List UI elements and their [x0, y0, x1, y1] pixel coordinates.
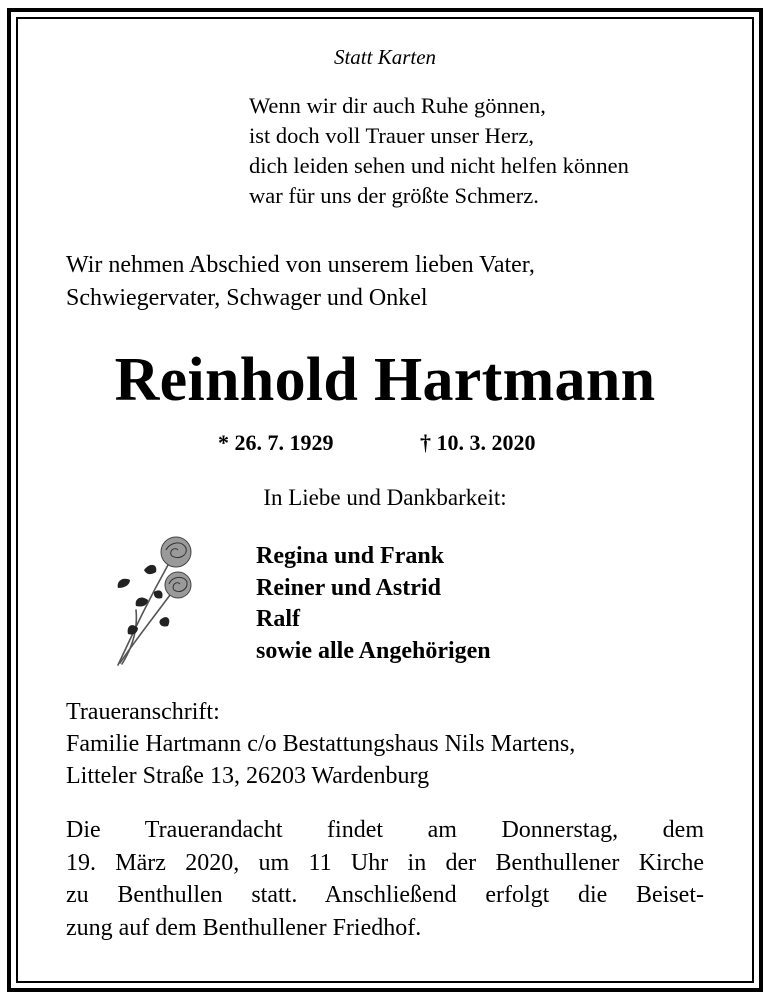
mourning-address — [66, 696, 575, 792]
service-line: zung auf dem Benthullener Friedhof. — [66, 914, 422, 941]
service-line: 19. März 2020, um 11 Uhr in der Benthullener Kirche — [66, 849, 704, 876]
rose-icon — [108, 530, 208, 670]
service-info — [66, 814, 704, 944]
family-member: Reiner und Astrid — [256, 574, 441, 601]
header-text: Statt Karten — [333, 45, 437, 69]
family-member: Regina und Frank — [256, 543, 445, 569]
gratitude-line: In Liebe und Dankbarkeit: — [263, 485, 507, 510]
service-line: Die Trauerandacht findet am Donnerstag, dem — [66, 817, 704, 843]
address-line: Familie Hartmann c/o Bestattungshaus Nils Martens, — [66, 731, 576, 757]
family-member: Ralf — [256, 606, 300, 632]
intro-line: Wir nehmen Abschied von unserem lieben Vater, — [66, 252, 535, 278]
intro-line: Schwiegervater, Schwager und Onkel — [66, 285, 428, 311]
death-date: † 10. 3. 2020 — [420, 430, 536, 455]
address-label: Traueranschrift: — [66, 699, 220, 725]
poem-line: war für uns der größte Schmerz. — [249, 183, 539, 208]
deceased-name: Reinhold Hartmann — [114, 346, 656, 414]
header-statt-karten — [0, 45, 770, 70]
birth-date: * 26. 7. 1929 — [218, 430, 334, 455]
poem-line: ist doch voll Trauer unser Herz, — [249, 123, 534, 148]
poem-line: dich leiden sehen und nicht helfen können — [249, 153, 629, 178]
address-line: Litteler Straße 13, 26203 Wardenburg — [66, 763, 430, 789]
poem — [249, 91, 629, 211]
poem-line: Wenn wir dir auch Ruhe gönnen, — [249, 93, 546, 118]
intro-text — [66, 249, 535, 315]
family-list — [256, 541, 491, 667]
service-line: zu Benthullen statt. Anschließend erfolgt die Beiset- — [66, 882, 704, 908]
family-member: sowie alle Angehörigen — [256, 637, 491, 664]
